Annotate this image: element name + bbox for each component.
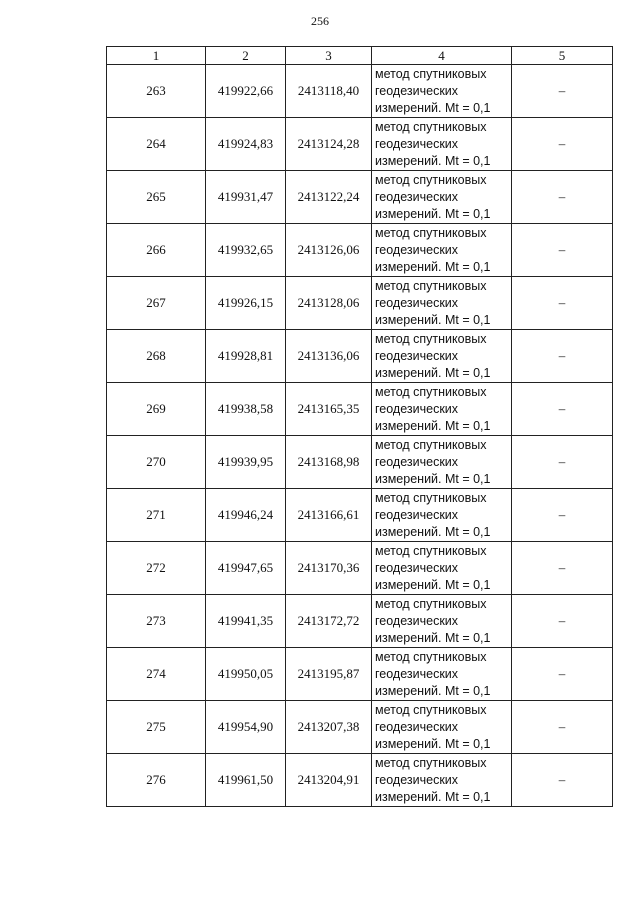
- method-cell: [372, 754, 512, 807]
- x-coordinate-cell: 419926,15: [206, 277, 286, 330]
- point-number-cell: 275: [107, 701, 206, 754]
- method-cell: [372, 383, 512, 436]
- table-row: [107, 330, 613, 383]
- y-coordinate-cell: 2413124,28: [286, 118, 372, 171]
- note-cell: –: [512, 489, 613, 542]
- method-text-line: метод спутниковых: [375, 384, 487, 399]
- method-text-line: метод спутниковых: [375, 437, 487, 452]
- note-cell: –: [512, 65, 613, 118]
- method-cell: [372, 65, 512, 118]
- table-header-row: [107, 47, 613, 65]
- method-cell: [372, 330, 512, 383]
- method-text-line: геодезических: [375, 560, 459, 575]
- method-text-line: метод спутниковых: [375, 119, 487, 134]
- note-cell: –: [512, 277, 613, 330]
- y-coordinate-cell: 2413168,98: [286, 436, 372, 489]
- method-text-line: метод спутниковых: [375, 225, 487, 240]
- column-header: 4: [372, 47, 512, 65]
- method-text-line: метод спутниковых: [375, 331, 487, 346]
- method-cell: [372, 542, 512, 595]
- point-number-cell: 263: [107, 65, 206, 118]
- method-cell: [372, 171, 512, 224]
- method-text-line: геодезических: [375, 295, 459, 310]
- method-text-line: метод спутниковых: [375, 66, 487, 81]
- method-text-line: геодезических: [375, 772, 459, 787]
- y-coordinate-cell: 2413128,06: [286, 277, 372, 330]
- method-text-line: геодезических: [375, 136, 459, 151]
- method-cell: [372, 648, 512, 701]
- note-cell: –: [512, 224, 613, 277]
- method-text-line: геодезических: [375, 401, 459, 416]
- method-text-line: метод спутниковых: [375, 649, 487, 664]
- note-cell: –: [512, 171, 613, 224]
- note-cell: –: [512, 383, 613, 436]
- point-number-cell: 272: [107, 542, 206, 595]
- table-row: [107, 648, 613, 701]
- method-text-line: метод спутниковых: [375, 755, 487, 770]
- point-number-cell: 273: [107, 595, 206, 648]
- method-text-line: измерений. Mt = 0,1: [375, 630, 491, 645]
- point-number-cell: 270: [107, 436, 206, 489]
- column-header: 1: [107, 47, 206, 65]
- method-cell: [372, 489, 512, 542]
- method-text-line: геодезических: [375, 454, 459, 469]
- coordinates-table: [106, 46, 613, 807]
- method-text-line: метод спутниковых: [375, 702, 487, 717]
- table-row: [107, 277, 613, 330]
- table-row: [107, 701, 613, 754]
- method-text-line: измерений. Mt = 0,1: [375, 365, 491, 380]
- x-coordinate-cell: 419928,81: [206, 330, 286, 383]
- table-row: [107, 489, 613, 542]
- point-number-cell: 264: [107, 118, 206, 171]
- method-text-line: измерений. Mt = 0,1: [375, 683, 491, 698]
- table-row: [107, 595, 613, 648]
- method-text-line: метод спутниковых: [375, 278, 487, 293]
- method-cell: [372, 595, 512, 648]
- method-text-line: измерений. Mt = 0,1: [375, 736, 491, 751]
- method-text-line: метод спутниковых: [375, 596, 487, 611]
- note-cell: –: [512, 542, 613, 595]
- x-coordinate-cell: 419931,47: [206, 171, 286, 224]
- point-number-cell: 269: [107, 383, 206, 436]
- x-coordinate-cell: 419939,95: [206, 436, 286, 489]
- table-row: [107, 118, 613, 171]
- y-coordinate-cell: 2413166,61: [286, 489, 372, 542]
- column-header: 2: [206, 47, 286, 65]
- method-text-line: измерений. Mt = 0,1: [375, 312, 491, 327]
- x-coordinate-cell: 419941,35: [206, 595, 286, 648]
- table-body: [107, 65, 613, 807]
- method-text-line: геодезических: [375, 613, 459, 628]
- method-text-line: метод спутниковых: [375, 490, 487, 505]
- note-cell: –: [512, 701, 613, 754]
- method-cell: [372, 224, 512, 277]
- point-number-cell: 266: [107, 224, 206, 277]
- point-number-cell: 265: [107, 171, 206, 224]
- method-text-line: геодезических: [375, 348, 459, 363]
- page-number: 256: [311, 14, 329, 28]
- y-coordinate-cell: 2413195,87: [286, 648, 372, 701]
- table-row: [107, 224, 613, 277]
- point-number-cell: 268: [107, 330, 206, 383]
- point-number-cell: 267: [107, 277, 206, 330]
- table-row: [107, 171, 613, 224]
- note-cell: –: [512, 436, 613, 489]
- x-coordinate-cell: 419932,65: [206, 224, 286, 277]
- x-coordinate-cell: 419950,05: [206, 648, 286, 701]
- table-row: [107, 436, 613, 489]
- column-header: 3: [286, 47, 372, 65]
- y-coordinate-cell: 2413136,06: [286, 330, 372, 383]
- x-coordinate-cell: 419924,83: [206, 118, 286, 171]
- x-coordinate-cell: 419961,50: [206, 754, 286, 807]
- note-cell: –: [512, 648, 613, 701]
- x-coordinate-cell: 419947,65: [206, 542, 286, 595]
- method-text-line: измерений. Mt = 0,1: [375, 524, 491, 539]
- y-coordinate-cell: 2413172,72: [286, 595, 372, 648]
- method-text-line: измерений. Mt = 0,1: [375, 577, 491, 592]
- method-text-line: измерений. Mt = 0,1: [375, 418, 491, 433]
- x-coordinate-cell: 419938,58: [206, 383, 286, 436]
- y-coordinate-cell: 2413204,91: [286, 754, 372, 807]
- method-text-line: измерений. Mt = 0,1: [375, 789, 491, 804]
- note-cell: –: [512, 330, 613, 383]
- method-text-line: геодезических: [375, 83, 459, 98]
- y-coordinate-cell: 2413170,36: [286, 542, 372, 595]
- x-coordinate-cell: 419954,90: [206, 701, 286, 754]
- method-cell: [372, 436, 512, 489]
- method-text-line: измерений. Mt = 0,1: [375, 100, 491, 115]
- table-row: [107, 542, 613, 595]
- y-coordinate-cell: 2413126,06: [286, 224, 372, 277]
- column-header: 5: [512, 47, 613, 65]
- table-row: [107, 383, 613, 436]
- method-text-line: измерений. Mt = 0,1: [375, 153, 491, 168]
- method-text-line: метод спутниковых: [375, 172, 487, 187]
- method-text-line: геодезических: [375, 189, 459, 204]
- x-coordinate-cell: 419922,66: [206, 65, 286, 118]
- method-cell: [372, 118, 512, 171]
- note-cell: –: [512, 595, 613, 648]
- y-coordinate-cell: 2413207,38: [286, 701, 372, 754]
- method-text-line: геодезических: [375, 242, 459, 257]
- point-number-cell: 276: [107, 754, 206, 807]
- note-cell: –: [512, 754, 613, 807]
- method-text-line: измерений. Mt = 0,1: [375, 206, 491, 221]
- method-text-line: геодезических: [375, 507, 459, 522]
- x-coordinate-cell: 419946,24: [206, 489, 286, 542]
- method-cell: [372, 277, 512, 330]
- y-coordinate-cell: 2413165,35: [286, 383, 372, 436]
- point-number-cell: 271: [107, 489, 206, 542]
- method-text-line: измерений. Mt = 0,1: [375, 471, 491, 486]
- method-text-line: метод спутниковых: [375, 543, 487, 558]
- table-row: [107, 65, 613, 118]
- y-coordinate-cell: 2413122,24: [286, 171, 372, 224]
- method-cell: [372, 701, 512, 754]
- method-text-line: измерений. Mt = 0,1: [375, 259, 491, 274]
- table-row: [107, 754, 613, 807]
- method-text-line: геодезических: [375, 666, 459, 681]
- y-coordinate-cell: 2413118,40: [286, 65, 372, 118]
- note-cell: –: [512, 118, 613, 171]
- point-number-cell: 274: [107, 648, 206, 701]
- method-text-line: геодезических: [375, 719, 459, 734]
